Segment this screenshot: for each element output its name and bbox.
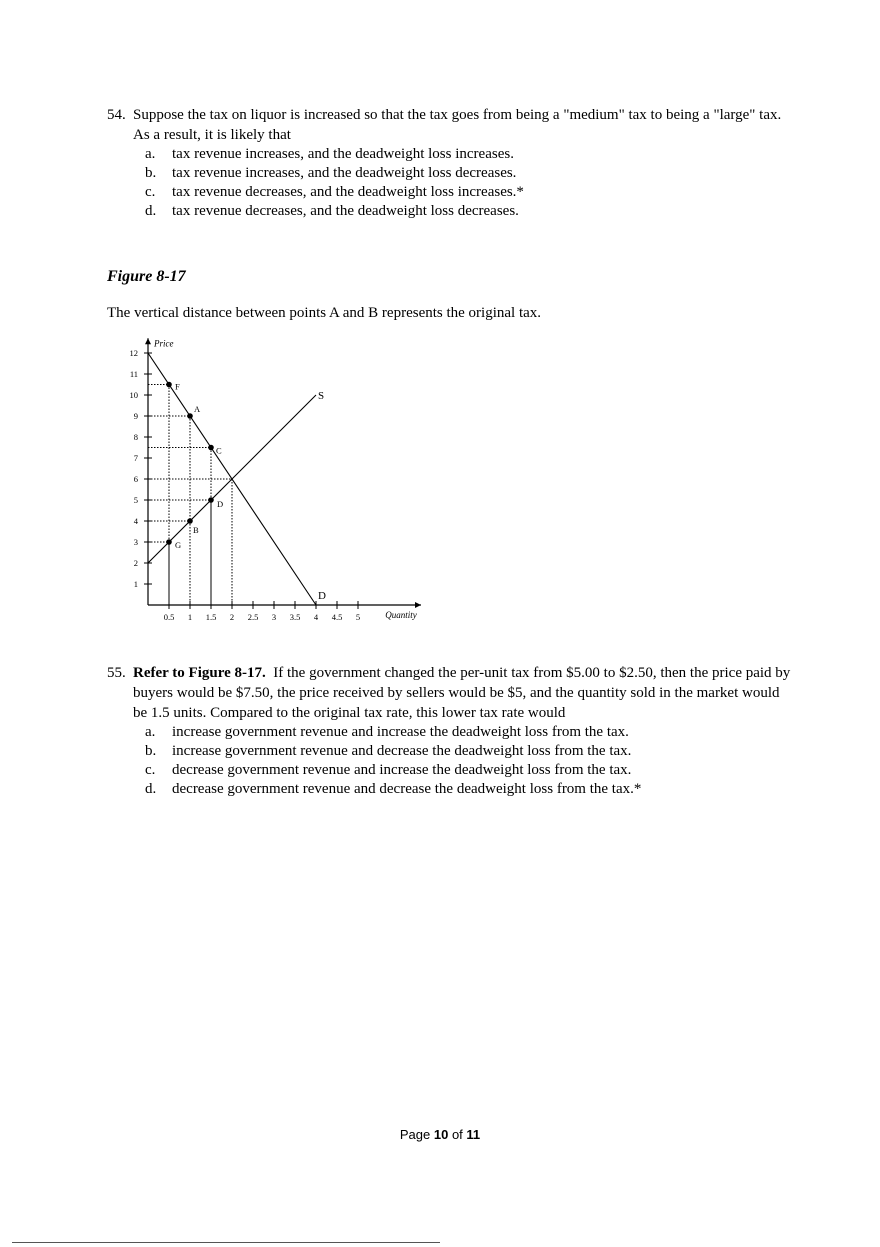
question-number: 54. xyxy=(107,107,126,123)
point-label-c: C xyxy=(216,445,222,456)
question-54 xyxy=(107,105,797,221)
option-a xyxy=(107,145,797,164)
x-tick-label: 2.5 xyxy=(247,612,259,622)
x-tick-label: 3.5 xyxy=(289,612,301,622)
option-c xyxy=(107,761,797,780)
page-footer xyxy=(0,1127,880,1142)
y-tick-label: 10 xyxy=(129,390,138,400)
y-tick-label: 11 xyxy=(129,369,138,379)
y-tick-label: 2 xyxy=(133,558,138,568)
question-number: 55. xyxy=(107,665,126,681)
option-text: increase government revenue and decrease the deadweight loss from the tax. xyxy=(172,743,632,759)
x-tick-label: 0.5 xyxy=(163,612,175,622)
question-stem-container xyxy=(107,663,797,723)
figure-reference: Refer to Figure 8-17. xyxy=(133,665,266,681)
y-axis-arrow xyxy=(145,338,151,344)
y-tick-label: 1 xyxy=(133,579,138,589)
point-g xyxy=(166,539,172,545)
x-axis-arrow xyxy=(415,602,421,608)
option-letter: c. xyxy=(145,184,156,200)
y-tick-label: 3 xyxy=(133,537,138,547)
y-tick-label: 9 xyxy=(133,411,138,421)
supply-curve-label: S xyxy=(318,390,325,402)
option-letter: b. xyxy=(145,165,157,181)
x-axis-label: Quantity xyxy=(385,610,417,620)
answer-options xyxy=(107,723,797,799)
y-tick-label: 12 xyxy=(129,348,138,358)
option-text: tax revenue decreases, and the deadweight loss decreases. xyxy=(172,203,519,219)
option-b xyxy=(107,164,797,183)
question-stem: Suppose the tax on liquor is increased so that the tax goes from being a "medium" tax to being a "large" tax. As a result, it is likely that xyxy=(133,107,782,143)
point-label-a: A xyxy=(194,404,201,414)
option-d xyxy=(107,780,797,799)
page-total: 11 xyxy=(466,1127,481,1142)
option-text: tax revenue decreases, and the deadweight loss increases.* xyxy=(172,184,524,200)
option-text: decrease government revenue and increase the deadweight loss from the tax. xyxy=(172,762,632,778)
point-b xyxy=(187,518,193,524)
x-tick-label: 4 xyxy=(313,612,319,622)
option-letter: a. xyxy=(145,724,156,740)
figure-title: Figure 8-17 xyxy=(107,268,186,285)
point-f xyxy=(166,382,172,388)
demand-curve-label: D xyxy=(318,590,326,602)
of-word: of xyxy=(451,1127,463,1142)
point-a xyxy=(187,413,193,419)
point-d xyxy=(208,497,214,503)
figure-caption: The vertical distance between points A and B represents the original tax. xyxy=(107,305,542,321)
page-number: 10 xyxy=(433,1127,449,1142)
option-letter: d. xyxy=(145,203,157,219)
point-label-f: F xyxy=(175,381,180,392)
option-text: increase government revenue and increase the deadweight loss from the tax. xyxy=(172,724,629,740)
y-tick-label: 7 xyxy=(133,453,138,463)
point-label-d: D xyxy=(217,499,224,509)
y-tick-label: 5 xyxy=(133,495,138,505)
option-letter: c. xyxy=(145,762,156,778)
option-text: tax revenue increases, and the deadweight loss increases. xyxy=(172,146,514,162)
x-tick-label: 4.5 xyxy=(331,612,343,622)
point-label-b: B xyxy=(193,525,199,535)
bottom-rule xyxy=(12,1242,440,1243)
y-tick-label: 4 xyxy=(133,516,138,526)
x-tick-label: 5 xyxy=(355,612,361,622)
option-a xyxy=(107,723,797,742)
option-letter: a. xyxy=(145,146,156,162)
option-letter: d. xyxy=(145,781,157,797)
y-tick-label: 6 xyxy=(133,474,138,484)
option-c xyxy=(107,183,797,202)
option-text: decrease government revenue and decrease the deadweight loss from the tax.* xyxy=(172,781,642,797)
x-tick-label: 3 xyxy=(271,612,277,622)
x-tick-label: 1 xyxy=(187,612,193,622)
page-word: Page xyxy=(399,1127,431,1142)
point-c xyxy=(208,445,214,451)
option-b xyxy=(107,742,797,761)
point-label-g: G xyxy=(175,540,182,550)
y-axis-label: Price xyxy=(154,338,174,349)
x-tick-label: 2 xyxy=(229,612,235,622)
option-text: tax revenue increases, and the deadweight loss decreases. xyxy=(172,165,517,181)
question-55 xyxy=(107,663,797,799)
answer-options xyxy=(107,145,797,221)
question-stem: If the government changed the per-unit tax from $5.00 to $2.50, then the price paid by buyers would be $7.50, the price received by sellers would be $5, and the quantity sold in the market would be 1.5 units. Compared to the original tax rate, this lower tax rate would xyxy=(133,665,791,721)
x-tick-label: 1.5 xyxy=(205,612,217,622)
option-letter: b. xyxy=(145,743,157,759)
supply-demand-chart xyxy=(115,322,435,627)
y-tick-label: 8 xyxy=(133,432,138,442)
option-d xyxy=(107,202,797,221)
